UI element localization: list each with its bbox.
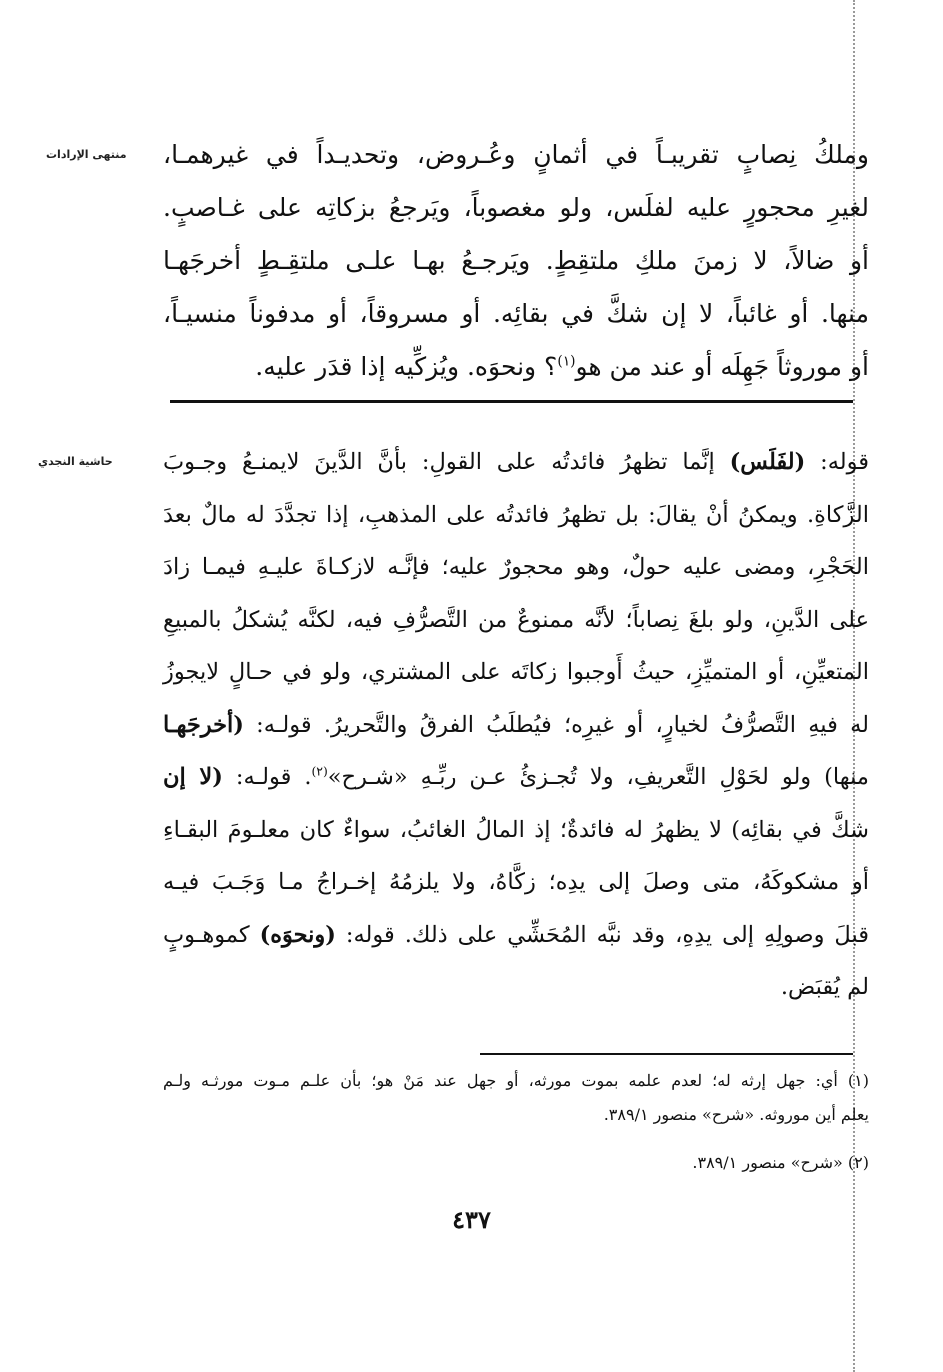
matn-line: أو ضالاً، لا زمنَ ملكِ ملتقِطٍ. ويَرجـعُ بهـا علـى ملتقِـطٍ أخرجَهـا [163,246,869,275]
page-number: ٤٣٧ [452,1205,491,1234]
footnote-marker: (٢) [311,764,328,779]
lemma-bold: (ونحوَه) [259,921,336,948]
footnote-marker: (١) [557,353,576,370]
matn-line: منها. أو غائباً، لا إن شكَّ في بقائِه. أو مسروقاً، أو مدفوناً منسيـاً، [163,299,869,328]
matn-line-part: ؟ ونحوَه. ويُزكِّيه إذا قدَر عليه. [255,352,558,381]
footnote-2: (٢) «شرح» منصور ٣٨٩/١. [692,1153,869,1172]
hashiya-line: الحَجْرِ، ومضى عليه حولٌ، وهو محجورٌ عليه؛ فإنَّـه لازكـاةَ عليـهِ فيمـا زادَ [163,554,869,580]
hashiya-line-part: منها) ولو لحَوْلِ التَّعريفِ، ولا تُجـزئُ عـن ربِّـهِ «شـرح» [327,764,869,790]
hashiya-line: الزَّكاةِ. ويمكنُ أنْ يقالَ: بل تظهرُ فائدتُه على المذهبِ، إذا تجدَّدَ له مالٌ بعدَ [163,501,869,528]
matn-text-block [163,128,869,393]
side-label-matn: منتهى الإرادات [46,148,127,161]
footnote-1-line-1: (١) أي: جهل إرثه له؛ لعدم علمه بموت مورثه، أو جهل عند مَنْ هو؛ بأن علـم مـوت مورثـه ولـم [163,1071,869,1090]
matn-line: وملكُ نِصابٍ تقريبـاً في أثمانٍ وعُـروض، وتحديـداً في غيرهمـا، [163,140,869,169]
matn-line [163,340,869,393]
lemma-bold: (لفَلَس) [729,449,806,475]
hashiya-line: أو مشكوكَهُ، متى وصلَ إلى يدِه؛ زكَّاهُ، ولا يلزمُهُ إخـراجُ مـا وَجَـبَ فيـه [163,869,869,895]
footnotes-block [163,1064,869,1180]
hashiya-line: المتعيِّنِ، أو المتميِّزِ، حيثُ أَوجبوا زكاتَه على المشتري، ولو في حـالٍ لايجوزُ [163,659,869,685]
hashiya-text-block [163,436,869,1014]
hashiya-line: له فيهِ التَّصرُّفُ لخيارٍ، أو غيرِه؛ فيُطلَبُ الفرقُ والتَّحريرُ. قولـه: (أخرجَهـا [163,711,869,738]
hashiya-line: قبلَ وصولِهِ إلى يدِهِ، وقد نبَّه المُحَشِّي على ذلك. قوله: (ونحوَه) كموهـوبٍ [163,921,869,948]
side-label-hashiya: حاشية النجدي [38,455,113,468]
footnote-separator-rule [480,1053,853,1055]
matn-line: لغيرِ محجورٍ عليه لفلَس، ولو مغصوباً، ويَرجعُ بزكاتِه على غـاصبٍ. [163,193,869,222]
matn-line-part: أو موروثاً جَهِلَه أو عند من هو [575,352,869,381]
hashiya-line: لم يُقبَض. [780,974,869,1000]
section-separator-rule [170,400,853,403]
hashiya-line: شكَّ في بقائِه) لا يظهرُ له فائدةٌ؛ إذ المالُ الغائبُ، سواءٌ كان معلـومَ البقـاءِ [163,816,869,843]
lemma-bold: (لا إن [163,764,223,790]
hashiya-line: على الدَّينِ، ولو بلغَ نِصاباً؛ لأنَّه ممنوعٌ من التَّصرُّفِ فيه، لكنَّه يُشكلُ بالمبيعِ [163,606,869,633]
lemma-bold: (أخرجَهـا [163,711,244,738]
hashiya-line [163,751,869,804]
hashiya-line: قوله: (لفَلَس) إنَّما تظهرُ فائدتُه على القولِ: بأنَّ الدَّينَ لايمنـعُ وجـوبَ [163,449,869,475]
hashiya-line-part: . قولـه: (لا إن [163,764,312,790]
footnote-1-line-2: يعلم أين موروثه. «شرح» منصور ٣٨٩/١. [603,1105,869,1124]
